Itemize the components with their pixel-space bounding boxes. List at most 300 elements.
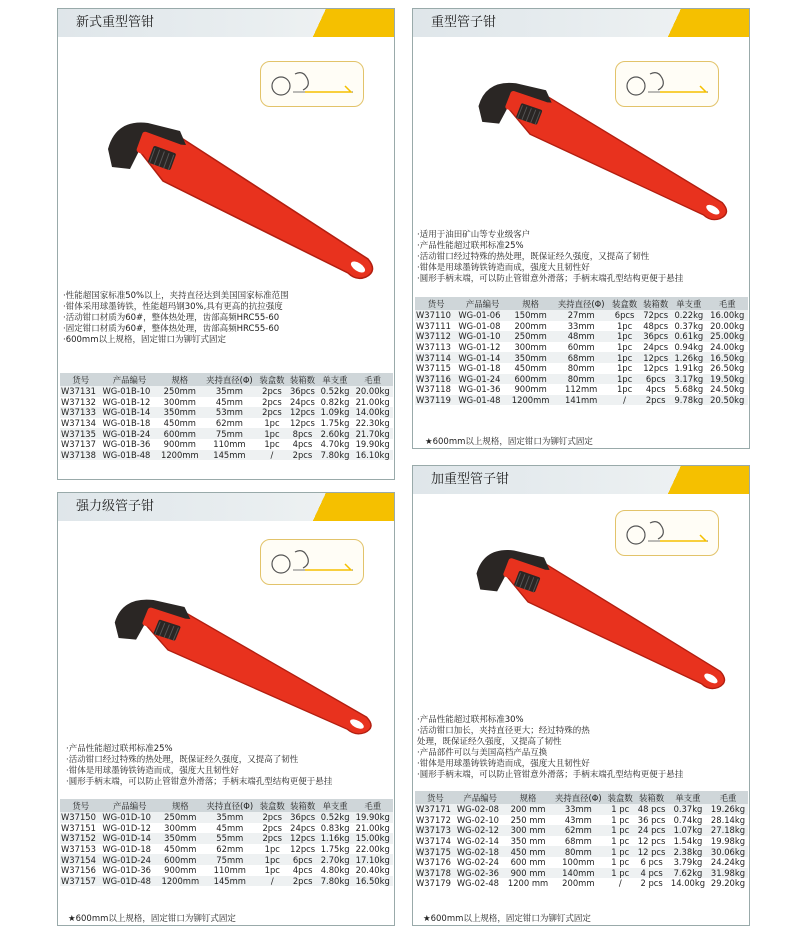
feature-item: ·圆形手柄末端，可以防止管钳意外滑落；手柄末端孔型结构更便于悬挂: [417, 274, 684, 284]
table-cell: 28.14kg: [708, 815, 748, 826]
table-cell: WG-01-24: [457, 374, 508, 385]
table-cell: WG-01-14: [457, 352, 508, 363]
table-row: [415, 825, 748, 836]
table-cell: WG-01D-12: [101, 823, 158, 834]
table-cell: WG-01B-36: [102, 439, 158, 450]
table-cell: 1 pc: [605, 815, 635, 826]
table-cell: 1pc: [609, 384, 640, 395]
table-cell: W37151: [60, 823, 101, 834]
table-cell: 22.00kg: [352, 844, 393, 855]
table-cell: W37138: [60, 450, 102, 461]
product-panel-strong: [57, 492, 395, 926]
table-cell: 1pc: [257, 865, 287, 876]
table-cell: 6 pcs: [635, 857, 668, 868]
table-cell: 5.68kg: [671, 384, 706, 395]
table-cell: 24.00kg: [707, 342, 748, 353]
table-cell: 12pcs: [640, 363, 671, 374]
table-cell: W37132: [60, 397, 102, 408]
table-cell: WG-01B-48: [102, 450, 158, 461]
table-cell: 26.50kg: [707, 363, 748, 374]
brand-logo-icon: [260, 539, 364, 585]
table-cell: 1.75kg: [318, 844, 353, 855]
table-cell: 1.91kg: [671, 363, 706, 374]
feature-item: ·圆形手柄末端，可以防止管钳意外滑落；手柄末端孔型结构更便于悬挂: [66, 777, 333, 787]
table-cell: /: [605, 878, 635, 889]
table-cell: 1pc: [609, 321, 640, 332]
table-cell: 21.70kg: [352, 428, 393, 439]
feature-list: [417, 230, 683, 285]
pipe-wrench-icon: [441, 71, 741, 229]
table-cell: 6pcs: [609, 310, 640, 321]
table-row: [60, 844, 393, 855]
table-cell: 1 pc: [605, 857, 635, 868]
table-cell: 145mm: [203, 876, 258, 887]
table-cell: 20.00kg: [352, 386, 393, 397]
table-cell: 24pcs: [640, 342, 671, 353]
table-cell: 7.62kg: [668, 868, 708, 879]
feature-item: 处理，既保证经久强度，又提高了韧性: [417, 737, 562, 747]
footnote: ★600mm以上规格，固定钳口为铆钉式固定: [423, 914, 591, 924]
table-cell: 350 mm: [505, 836, 552, 847]
table-cell: 250mm: [508, 331, 553, 342]
table-cell: 29.20kg: [708, 878, 748, 889]
table-cell: 12pcs: [287, 418, 317, 429]
table-cell: 1pc: [609, 342, 640, 353]
table-cell: 0.61kg: [671, 331, 706, 342]
table-cell: W37175: [415, 846, 456, 857]
table-cell: 55mm: [203, 833, 258, 844]
table-cell: 12pcs: [287, 407, 317, 418]
table-cell: 2pcs: [257, 812, 287, 823]
table-cell: 0.83kg: [318, 823, 353, 834]
column-header: 夹持直径(Φ): [553, 297, 609, 310]
table-cell: 1pc: [257, 439, 287, 450]
table-cell: WG-01-18: [457, 363, 508, 374]
table-cell: 31.98kg: [708, 868, 748, 879]
panel-title: 新式重型管钳: [58, 9, 394, 37]
table-cell: 8pcs: [287, 428, 317, 439]
feature-item: ·钳体是用球墨铸铁铸造而成，强度大且韧性好: [417, 759, 590, 769]
table-row: [415, 395, 748, 406]
table-cell: W37156: [60, 865, 101, 876]
table-cell: 1pc: [257, 844, 287, 855]
column-header: 单支重: [318, 373, 353, 386]
table-cell: 75mm: [203, 854, 258, 865]
table-cell: WG-01D-36: [101, 865, 158, 876]
pipe-wrench-icon: [76, 588, 386, 743]
table-cell: 140mm: [551, 868, 605, 879]
table-cell: 1 pc: [605, 825, 635, 836]
table-cell: 145mm: [202, 450, 257, 461]
table-cell: 2 pcs: [635, 878, 668, 889]
column-header: 夹持直径(Φ): [551, 791, 605, 804]
table-row: [415, 321, 748, 332]
feature-item: ·钳体采用球墨铸铁，性能超玛钢30%,具有更高的抗拉强度: [63, 302, 283, 312]
table-cell: 2pcs: [257, 823, 287, 834]
feature-item: ·钳体是用球墨铸铁铸造而成，强度大且韧性好: [66, 766, 239, 776]
table-cell: 1 pc: [605, 836, 635, 847]
pipe-wrench-icon: [68, 109, 388, 289]
column-header: 装盒数: [257, 799, 287, 812]
table-cell: 600mm: [158, 428, 203, 439]
table-cell: 33mm: [553, 321, 609, 332]
table-cell: 300 mm: [505, 825, 552, 836]
table-row: [60, 407, 393, 418]
feature-list: [63, 291, 289, 346]
table-cell: WG-02-10: [456, 815, 505, 826]
table-row: [415, 868, 748, 879]
table-cell: W37172: [415, 815, 456, 826]
table-cell: 1.16kg: [318, 833, 353, 844]
feature-item: ·活动钳口加长，夹持直径更大；经过特殊的热: [417, 726, 590, 736]
table-cell: 4 pcs: [635, 868, 668, 879]
column-header: 装箱数: [287, 799, 317, 812]
table-cell: 16.00kg: [707, 310, 748, 321]
feature-item: ·固定钳口材质为60#，整体热处理，齿部高频HRC55-60: [63, 324, 280, 334]
table-cell: 30.06kg: [708, 846, 748, 857]
footnote: ★600mm以上规格，固定钳口为铆钉式固定: [68, 914, 236, 924]
column-header: 产品编号: [456, 791, 505, 804]
table-cell: 600mm: [508, 374, 553, 385]
spec-table: [415, 791, 748, 889]
table-row: [60, 823, 393, 834]
table-cell: 2pcs: [257, 386, 287, 397]
table-cell: 1pc: [257, 854, 287, 865]
table-cell: W37135: [60, 428, 102, 439]
column-header: 装箱数: [287, 373, 317, 386]
column-header: 货号: [415, 791, 456, 804]
table-cell: 68mm: [553, 352, 609, 363]
table-cell: 20.50kg: [707, 395, 748, 406]
table-cell: WG-01-08: [457, 321, 508, 332]
table-cell: 36pcs: [287, 812, 317, 823]
column-header: 规格: [158, 373, 203, 386]
table-row: [415, 857, 748, 868]
table-cell: 1pc: [257, 418, 287, 429]
table-cell: 100mm: [551, 857, 605, 868]
table-cell: WG-02-36: [456, 868, 505, 879]
table-cell: 12pcs: [287, 844, 317, 855]
table-cell: W37153: [60, 844, 101, 855]
table-cell: WG-02-48: [456, 878, 505, 889]
table-cell: W37131: [60, 386, 102, 397]
table-cell: 12pcs: [287, 833, 317, 844]
table-cell: WG-01-36: [457, 384, 508, 395]
table-cell: 24.24kg: [708, 857, 748, 868]
feature-item: ·活动钳口经过特殊的热处理，既保证经久强度，又提高了韧性: [66, 755, 299, 765]
table-cell: 19.50kg: [707, 374, 748, 385]
table-cell: 0.37kg: [668, 804, 708, 815]
table-cell: 25.00kg: [707, 331, 748, 342]
table-cell: 4.70kg: [318, 439, 353, 450]
table-cell: 300mm: [158, 823, 202, 834]
table-cell: W37157: [60, 876, 101, 887]
table-cell: 20.40kg: [352, 865, 393, 876]
table-cell: 4pcs: [287, 865, 317, 876]
table-cell: 62mm: [202, 418, 257, 429]
feature-item: ·600mm以上规格，固定钳口为铆钉式固定: [63, 335, 226, 345]
table-cell: W37176: [415, 857, 456, 868]
table-cell: 350mm: [158, 407, 203, 418]
table-cell: 45mm: [203, 823, 258, 834]
table-cell: 2pcs: [257, 833, 287, 844]
panel-title: 强力级管子钳: [58, 493, 394, 521]
table-cell: 900mm: [158, 439, 203, 450]
table-cell: W37134: [60, 418, 102, 429]
table-cell: 1.07kg: [668, 825, 708, 836]
table-cell: 1pc: [609, 374, 640, 385]
table-cell: 450mm: [158, 844, 202, 855]
table-cell: WG-02-14: [456, 836, 505, 847]
feature-item: ·活动钳口材质为60#，整体热处理，齿部高频HRC55-60: [63, 313, 280, 323]
feature-item: ·活动钳口经过特殊的热处理，既保证经久强度，又提高了韧性: [417, 252, 650, 262]
table-cell: 450mm: [158, 418, 203, 429]
table-cell: 1200mm: [158, 450, 203, 461]
table-cell: 7.80kg: [318, 450, 353, 461]
table-cell: 35mm: [202, 386, 257, 397]
table-cell: 1 pc: [605, 846, 635, 857]
table-cell: 2pcs: [257, 397, 287, 408]
table-cell: 9.78kg: [671, 395, 706, 406]
table-cell: WG-01B-24: [102, 428, 158, 439]
table-cell: 4pcs: [640, 384, 671, 395]
table-cell: 60mm: [553, 342, 609, 353]
table-row: [415, 363, 748, 374]
table-row: [60, 854, 393, 865]
brand-logo-icon: [260, 61, 364, 107]
table-cell: W37111: [415, 321, 457, 332]
table-cell: 21.00kg: [352, 823, 393, 834]
table-cell: /: [257, 450, 287, 461]
table-cell: WG-01D-48: [101, 876, 158, 887]
table-cell: W37171: [415, 804, 456, 815]
spec-table: [415, 297, 748, 405]
table-cell: 48pcs: [640, 321, 671, 332]
table-cell: 1 pc: [605, 804, 635, 815]
table-cell: 2pcs: [640, 395, 671, 406]
table-cell: 33mm: [551, 804, 605, 815]
panel-title: 重型管子钳: [413, 9, 749, 37]
column-header: 毛重: [708, 791, 748, 804]
table-cell: WG-01D-18: [101, 844, 158, 855]
table-cell: 15.00kg: [352, 833, 393, 844]
table-cell: W37179: [415, 878, 456, 889]
table-cell: 27.18kg: [708, 825, 748, 836]
table-cell: 3.17kg: [671, 374, 706, 385]
column-header: 产品编号: [101, 799, 158, 812]
table-cell: 900mm: [158, 865, 202, 876]
table-cell: 1pc: [609, 352, 640, 363]
table-cell: 300mm: [508, 342, 553, 353]
table-cell: 80mm: [553, 374, 609, 385]
table-cell: 250mm: [158, 386, 203, 397]
table-row: [415, 815, 748, 826]
table-cell: 1pc: [609, 363, 640, 374]
feature-list: [66, 744, 332, 788]
table-cell: W37116: [415, 374, 457, 385]
table-row: [415, 846, 748, 857]
table-cell: 0.22kg: [671, 310, 706, 321]
table-row: [60, 450, 393, 461]
table-cell: WG-01D-24: [101, 854, 158, 865]
table-cell: WG-01B-18: [102, 418, 158, 429]
table-cell: W37137: [60, 439, 102, 450]
table-cell: 24pcs: [287, 397, 317, 408]
table-cell: 900mm: [508, 384, 553, 395]
table-row: [415, 836, 748, 847]
table-cell: 16.50kg: [352, 876, 393, 887]
table-cell: 110mm: [203, 865, 258, 876]
table-cell: 2.70kg: [318, 854, 353, 865]
table-cell: 1200mm: [508, 395, 553, 406]
table-cell: 300mm: [158, 397, 203, 408]
column-header: 规格: [158, 799, 202, 812]
table-row: [415, 804, 748, 815]
table-cell: WG-01-06: [457, 310, 508, 321]
table-cell: 62mm: [551, 825, 605, 836]
table-cell: W37118: [415, 384, 457, 395]
table-cell: 200mm: [551, 878, 605, 889]
table-cell: 0.52kg: [318, 386, 353, 397]
table-cell: 0.82kg: [318, 397, 353, 408]
table-cell: 3.79kg: [668, 857, 708, 868]
table-cell: W37178: [415, 868, 456, 879]
feature-list: [417, 715, 683, 781]
table-cell: WG-02-18: [456, 846, 505, 857]
table-cell: 1.26kg: [671, 352, 706, 363]
table-row: [60, 397, 393, 408]
table-cell: 19.98kg: [708, 836, 748, 847]
column-header: 产品编号: [102, 373, 158, 386]
feature-item: ·产品部件可以与美国高档产品互换: [417, 748, 548, 758]
feature-item: ·产品性能超过联邦标准25%: [417, 241, 524, 251]
table-cell: WG-01-12: [457, 342, 508, 353]
table-cell: WG-02-12: [456, 825, 505, 836]
table-cell: 36 pcs: [635, 815, 668, 826]
column-header: 毛重: [352, 799, 393, 812]
table-cell: 250mm: [158, 812, 202, 823]
table-cell: 48 pcs: [635, 804, 668, 815]
product-panel-new-heavy: [57, 8, 395, 480]
table-cell: 0.74kg: [668, 815, 708, 826]
feature-item: ·产品性能超过联邦标准25%: [66, 744, 173, 754]
table-cell: WG-01B-12: [102, 397, 158, 408]
column-header: 货号: [60, 373, 102, 386]
table-cell: 45mm: [202, 397, 257, 408]
table-row: [60, 876, 393, 887]
table-row: [415, 310, 748, 321]
table-cell: W37152: [60, 833, 101, 844]
table-cell: 4.80kg: [318, 865, 353, 876]
feature-item: ·适用于油田矿山等专业级客户: [417, 230, 531, 240]
table-cell: 1.75kg: [318, 418, 353, 429]
pipe-wrench-icon: [439, 538, 739, 698]
table-cell: 6pcs: [287, 854, 317, 865]
table-cell: W37119: [415, 395, 457, 406]
table-cell: 200mm: [508, 321, 553, 332]
table-cell: 48mm: [553, 331, 609, 342]
table-cell: 16.50kg: [707, 352, 748, 363]
table-cell: 1.09kg: [318, 407, 353, 418]
table-cell: W37173: [415, 825, 456, 836]
table-cell: 22.30kg: [352, 418, 393, 429]
table-cell: 68mm: [551, 836, 605, 847]
table-cell: WG-02-08: [456, 804, 505, 815]
table-cell: 12 pcs: [635, 846, 668, 857]
table-cell: 0.94kg: [671, 342, 706, 353]
table-cell: W37115: [415, 363, 457, 374]
table-cell: 19.26kg: [708, 804, 748, 815]
table-cell: W37174: [415, 836, 456, 847]
table-cell: 2pcs: [287, 876, 317, 887]
column-header: 夹持直径(Φ): [203, 799, 258, 812]
table-row: [60, 865, 393, 876]
table-row: [60, 428, 393, 439]
table-cell: 2.60kg: [318, 428, 353, 439]
column-header: 规格: [508, 297, 553, 310]
column-header: 装箱数: [640, 297, 671, 310]
table-cell: 350mm: [508, 352, 553, 363]
table-cell: 43mm: [551, 815, 605, 826]
table-row: [415, 878, 748, 889]
table-cell: 110mm: [202, 439, 257, 450]
table-cell: 450mm: [508, 363, 553, 374]
column-header: 产品编号: [457, 297, 508, 310]
column-header: 装盒数: [605, 791, 635, 804]
column-header: 夹持直径(Φ): [202, 373, 257, 386]
table-cell: 12 pcs: [635, 836, 668, 847]
table-cell: 19.90kg: [352, 439, 393, 450]
table-row: [60, 439, 393, 450]
table-cell: 600mm: [158, 854, 202, 865]
table-cell: 62mm: [203, 844, 258, 855]
product-panel-heavy: [412, 8, 750, 449]
column-header: 毛重: [707, 297, 748, 310]
column-header: 货号: [415, 297, 457, 310]
column-header: 装箱数: [635, 791, 668, 804]
column-header: 单支重: [671, 297, 706, 310]
table-row: [60, 418, 393, 429]
table-cell: 900 mm: [505, 868, 552, 879]
table-cell: WG-01-10: [457, 331, 508, 342]
table-cell: W37112: [415, 331, 457, 342]
table-cell: 450 mm: [505, 846, 552, 857]
table-row: [415, 384, 748, 395]
table-cell: 1pc: [609, 331, 640, 342]
product-panel-extra-heavy: [412, 465, 750, 926]
feature-item: ·性能超国家标准50%以上，夹持直径达到美国国家标准范围: [63, 291, 289, 301]
table-cell: 2pcs: [257, 407, 287, 418]
table-cell: 1200mm: [158, 876, 202, 887]
table-cell: 36pcs: [640, 331, 671, 342]
column-header: 毛重: [352, 373, 393, 386]
table-cell: 1pc: [257, 428, 287, 439]
table-cell: 36pcs: [287, 386, 317, 397]
table-cell: 250 mm: [505, 815, 552, 826]
table-cell: 1.54kg: [668, 836, 708, 847]
table-cell: 19.90kg: [352, 812, 393, 823]
table-cell: 24pcs: [287, 823, 317, 834]
table-cell: WG-01D-10: [101, 812, 158, 823]
column-header: 装盒数: [257, 373, 287, 386]
table-cell: 6pcs: [640, 374, 671, 385]
table-row: [415, 374, 748, 385]
table-cell: 350mm: [158, 833, 202, 844]
panel-title: 加重型管子钳: [413, 466, 749, 494]
table-cell: 80mm: [553, 363, 609, 374]
table-cell: WG-01B-14: [102, 407, 158, 418]
column-header: 单支重: [668, 791, 708, 804]
